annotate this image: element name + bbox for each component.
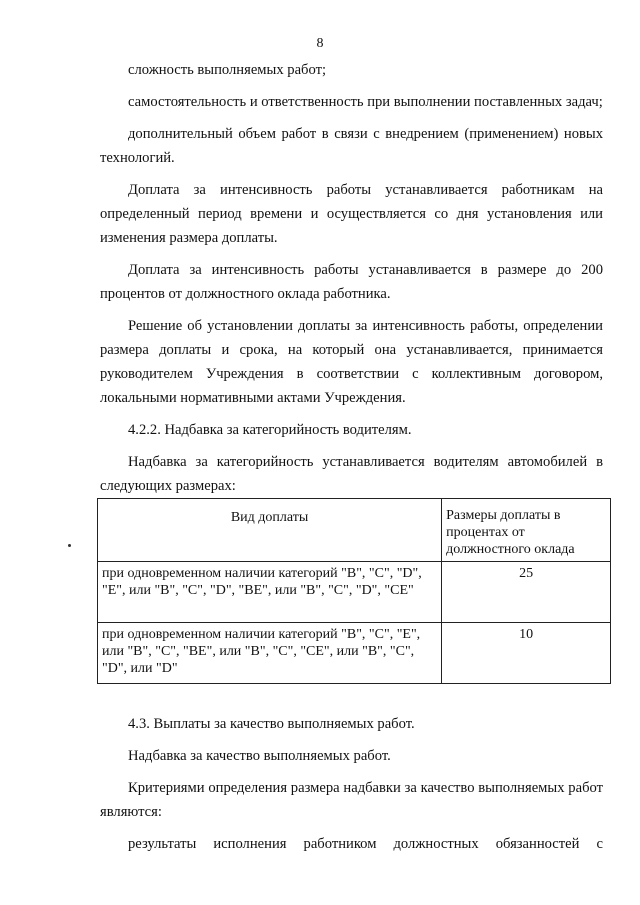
bottom-text-block <box>100 712 603 856</box>
table-cell-kind: при одновременном наличии категорий "B", "C", "D", "E", или "B", "C", "D", "BE", или "B", "C", "D", "CE" <box>98 562 442 623</box>
paragraph: Надбавка за категорийность устанавливается водителям автомобилей в следующих размерах: <box>100 454 603 494</box>
paragraph: дополнительный объем работ в связи с внедрением (применением) новых технологий. <box>100 126 603 166</box>
section-heading: 4.2.2. Надбавка за категорийность водителям. <box>128 422 412 438</box>
paragraph: сложность выполняемых работ; <box>128 62 327 78</box>
paragraph: самостоятельность и ответственность при выполнении поставленных задач; <box>128 94 603 110</box>
table-cell-value: 10 <box>442 623 611 684</box>
page-number: 8 <box>316 36 324 51</box>
table-header-size: Размеры доплаты в процентах от должностного оклада <box>442 499 611 562</box>
paragraph: Надбавка за качество выполняемых работ. <box>128 748 391 764</box>
table-row <box>98 562 611 623</box>
allowance-table <box>97 498 611 684</box>
paragraph: Решение об установлении доплаты за интенсивность работы, определении размера доплаты и срока, на который она устанавливается, принимается руководителем Учреждения в соответствии с коллективным договором, локальными нормативными актами Учреждения. <box>100 318 603 406</box>
section-heading: 4.3. Выплаты за качество выполняемых работ. <box>128 716 415 732</box>
table-cell-value: 25 <box>442 562 611 623</box>
table-cell-kind: при одновременном наличии категорий "B", "C", "E", или "B", "C", "BE", или "B", "C", "CE", или "B", "C", "D", или "D" <box>98 623 442 684</box>
paragraph: Доплата за интенсивность работы устанавливается в размере до 200 процентов от должностного оклада работника. <box>100 262 603 302</box>
table-row <box>98 623 611 684</box>
top-text-block <box>100 58 603 498</box>
paragraph: Критериями определения размера надбавки за качество выполняемых работ являются: <box>100 780 603 820</box>
table-header-kind: Вид доплаты <box>98 499 442 562</box>
table-header-row <box>98 499 611 562</box>
scan-speck <box>68 544 71 547</box>
paragraph: Доплата за интенсивность работы устанавливается работникам на определенный период времени и осуществляется со дня установления или изменения размера доплаты. <box>100 182 603 246</box>
paragraph: результаты исполнения работником должностных обязанностей с <box>128 836 603 852</box>
